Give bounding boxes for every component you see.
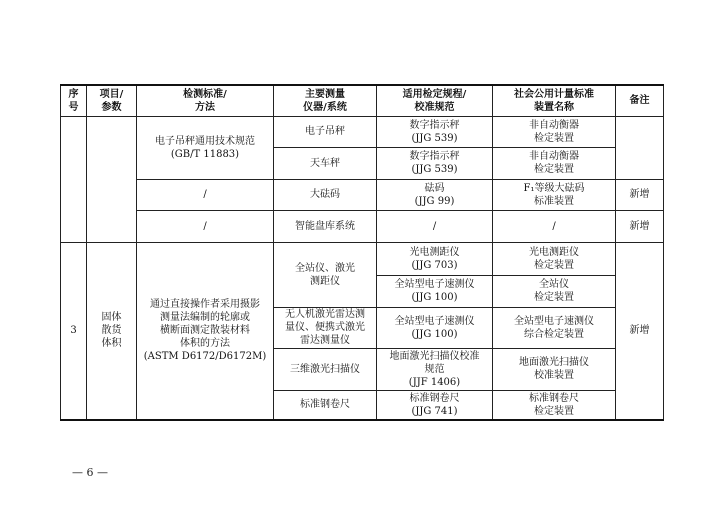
social-standard-cell: 地面激光扫描仪 校准装置 [493, 348, 616, 390]
group3-item-cell: 固体 散货 体积 [87, 242, 137, 420]
group3-standard-cell: 通过直接操作者采用摄影 测量法编制的轮廓或 横断面测定散装材料 体积的方法 (ASTM D6172/D6172M) [137, 242, 274, 420]
social-standard-cell: 全站仪 检定装置 [493, 275, 616, 307]
header-seq: 序 号 [61, 85, 87, 116]
social-standard-cell: 非自动衡器 检定装置 [493, 147, 616, 179]
instrument-cell: 三维激光扫描仪 [274, 348, 377, 390]
group3-seq-cell: 3 [61, 242, 87, 420]
standard-cell: / [137, 210, 274, 242]
regulation-cell: 全站型电子速测仪 (JJG 100) [377, 275, 493, 307]
instrument-cell: 天车秤 [274, 147, 377, 179]
regulation-cell: 全站型电子速测仪 (JJG 100) [377, 307, 493, 348]
instrument-cell: 智能盘库系统 [274, 210, 377, 242]
table-row [61, 179, 664, 210]
social-standard-cell: 光电测距仪 检定装置 [493, 242, 616, 275]
instrument-cell: 标准钢卷尺 [274, 390, 377, 420]
instrument-cell: 无人机激光雷达测 量仪、便携式激光 雷达测量仪 [274, 307, 377, 348]
remark-cell: 新增 [616, 210, 664, 242]
header-item: 项目/ 参数 [87, 85, 137, 116]
regulation-cell: 标准钢卷尺 (JJG 741) [377, 390, 493, 420]
regulation-cell: / [377, 210, 493, 242]
social-standard-cell: F₁等级大砝码 标准装置 [493, 179, 616, 210]
remark-cell: 新增 [616, 179, 664, 210]
table-row [61, 242, 664, 275]
header-regulation: 适用检定规程/ 校准规范 [377, 85, 493, 116]
header-social-standard: 社会公用计量标准 装置名称 [493, 85, 616, 116]
instrument-cell: 电子吊秤 [274, 116, 377, 147]
measurement-standards-table [60, 84, 664, 421]
regulation-cell: 光电测距仪 (JJG 703) [377, 242, 493, 275]
table-row [61, 116, 664, 147]
header-standard: 检测标准/ 方法 [137, 85, 274, 116]
header-remark: 备注 [616, 85, 664, 116]
instrument-cell: 大砝码 [274, 179, 377, 210]
social-standard-cell: 非自动衡器 检定装置 [493, 116, 616, 147]
table-header-row [61, 85, 664, 116]
regulation-cell: 地面激光扫描仪校准 规范 (JJF 1406) [377, 348, 493, 390]
prev-standard-cell: 电子吊秤通用技术规范 (GB/T 11883) [137, 116, 274, 179]
social-standard-cell: 全站型电子速测仪 综合检定装置 [493, 307, 616, 348]
prev-seq-cell [61, 116, 87, 242]
table-row [61, 210, 664, 242]
social-standard-cell: / [493, 210, 616, 242]
regulation-cell: 数字指示秤 (JJG 539) [377, 116, 493, 147]
header-instrument: 主要测量 仪器/系统 [274, 85, 377, 116]
remark-cell [616, 116, 664, 179]
instrument-cell: 全站仪、激光 测距仪 [274, 242, 377, 307]
page-number: — 6 — [72, 466, 108, 479]
social-standard-cell: 标准钢卷尺 检定装置 [493, 390, 616, 420]
prev-item-cell [87, 116, 137, 242]
regulation-cell: 数字指示秤 (JJG 539) [377, 147, 493, 179]
group3-remark-cell: 新增 [616, 242, 664, 420]
standard-cell: / [137, 179, 274, 210]
regulation-cell: 砝码 (JJG 99) [377, 179, 493, 210]
